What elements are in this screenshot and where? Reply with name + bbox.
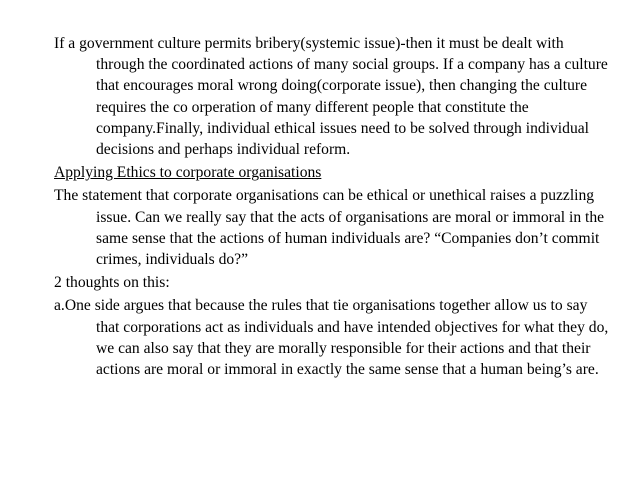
slide-body — [54, 33, 614, 382]
paragraph-first-argument: a.One side argues that because the rules that tie organisations together allow us to say that corporations act as individuals and have intended objectives for what they do, we can also say that they are morally responsible for their actions and that their actions are moral or immoral in exactly the same sense that a human being’s are. — [54, 297, 609, 379]
section-heading: Applying Ethics to corporate organisations — [54, 164, 322, 182]
thoughts-label: 2 thoughts on this: — [54, 274, 170, 292]
paragraph-corporate-ethics: The statement that corporate organisations can be ethical or unethical raises a puzzling issue. Can we really say that the acts of organisations are moral or immoral in the same sense that the actions of human individuals are? “Companies don’t commit crimes, individuals do?” — [54, 187, 605, 269]
paragraph-systemic-issues: If a government culture permits bribery(systemic issue)-then it must be dealt with through the coordinated actions of many social groups. If a company has a culture that encourages moral wrong doing(corporate issue), then changing the culture requires the co orperation of many different people that constitute the company.Finally, individual ethical issues need to be solved through individual decisions and perhaps individual reform. — [54, 35, 608, 159]
